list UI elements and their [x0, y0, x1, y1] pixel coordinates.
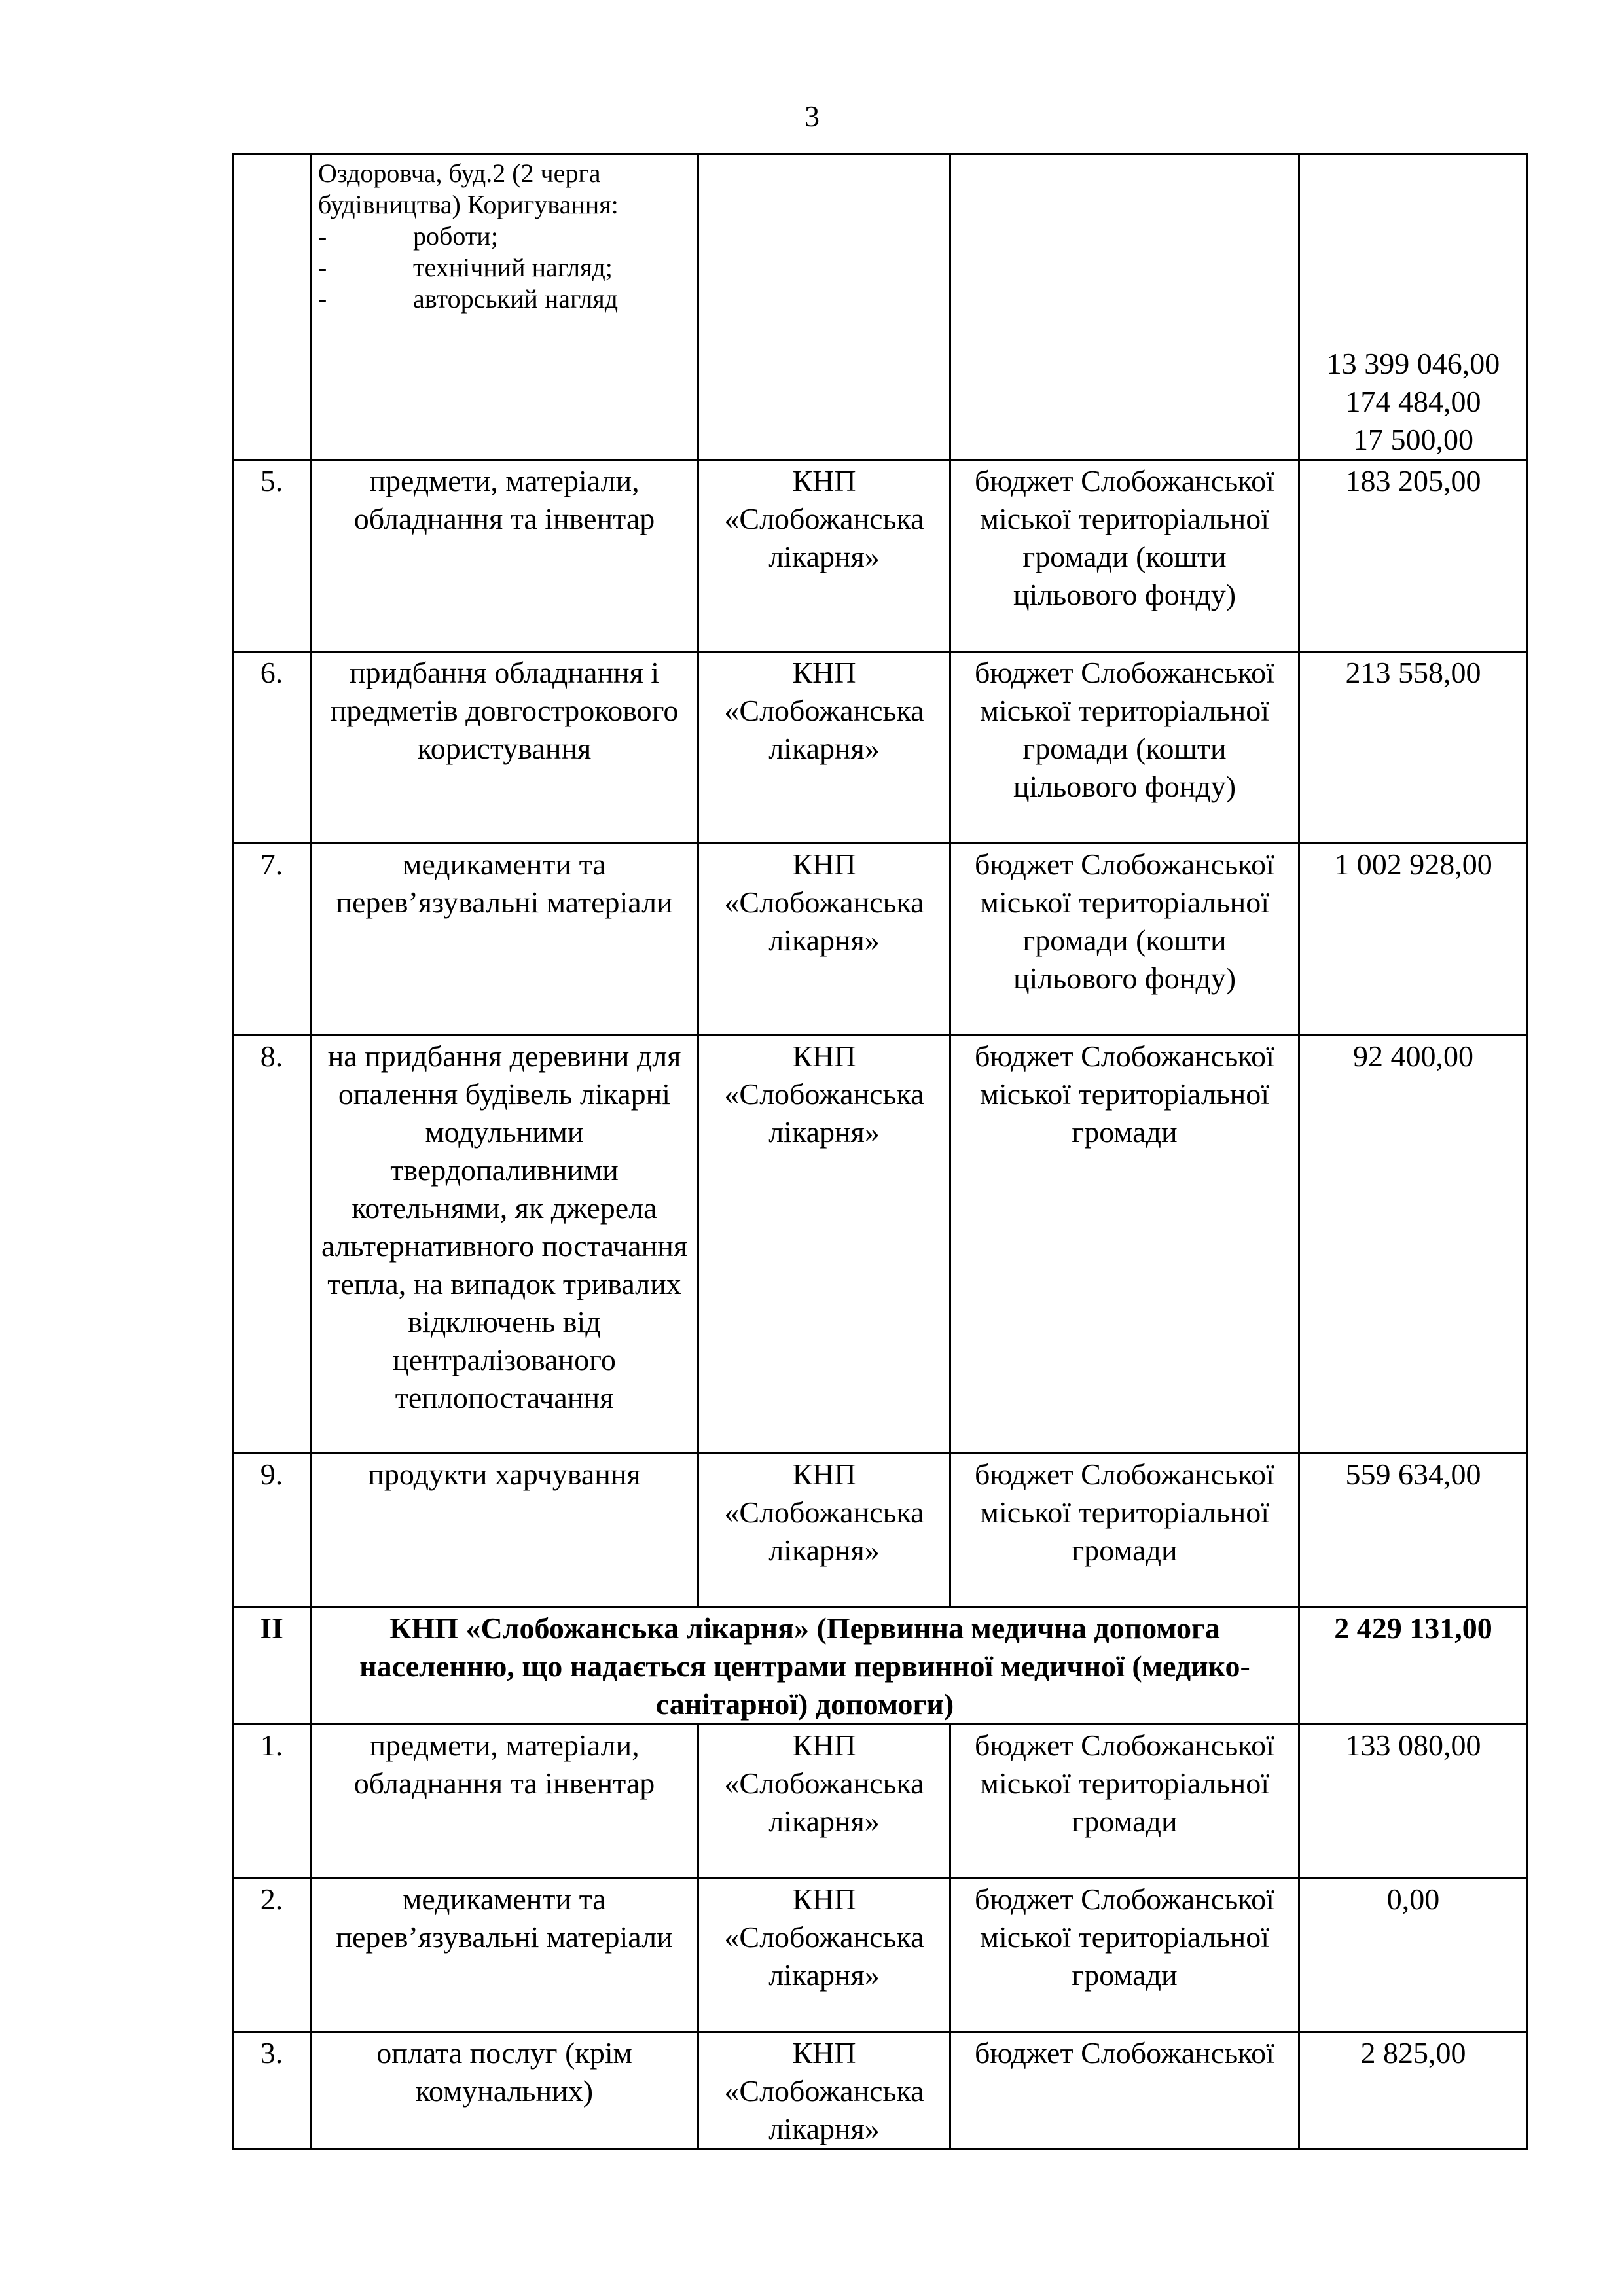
amount: 1 002 928,00 — [1299, 844, 1528, 1035]
sub-item-dash: - — [318, 284, 327, 314]
page-number: 3 — [804, 99, 820, 133]
funding-source: бюджет Слобожанської міської територіальної громади — [950, 1454, 1299, 1607]
table-row — [233, 1878, 1528, 2032]
funding-source: бюджет Слобожанської міської територіальної громади (кошти цільового фонду) — [950, 652, 1299, 844]
item-name: продукти харчування — [311, 1454, 698, 1607]
sub-item-text: авторський нагляд — [413, 284, 619, 314]
executor: КНП «Слобожанська лікарня» — [698, 1878, 950, 2032]
sub-item-text: роботи; — [413, 221, 498, 251]
executor: КНП «Слобожанська лікарня» — [698, 1454, 950, 1607]
sub-item-dash: - — [318, 253, 327, 282]
item-name: на придбання деревини для опалення будівель лікарні модульними твердопаливними котельнями, як джерела альтернативного постачання тепла, на випадок тривалих відключень від централізованого теплопостачання — [311, 1035, 698, 1454]
table-row — [233, 652, 1528, 844]
row-number: 3. — [233, 2032, 311, 2149]
item-name-cell — [311, 154, 698, 460]
item-name: оплата послуг (крім комунальних) — [311, 2032, 698, 2149]
amount-value: 13 399 046,00 — [1326, 347, 1500, 380]
item-name-line: будівництва) Коригування: — [318, 190, 619, 219]
table-row — [233, 844, 1528, 1035]
row-number: 8. — [233, 1035, 311, 1454]
row-number: 1. — [233, 1725, 311, 1878]
amount: 2 825,00 — [1299, 2032, 1528, 2149]
funding-source: бюджет Слобожанської міської територіальної громади (кошти цільового фонду) — [950, 460, 1299, 652]
section-total: 2 429 131,00 — [1299, 1607, 1528, 1725]
table-row-continued — [233, 154, 1528, 460]
sub-item — [318, 283, 691, 315]
executor: КНП «Слобожанська лікарня» — [698, 460, 950, 652]
row-number: 6. — [233, 652, 311, 844]
executor: КНП «Слобожанська лікарня» — [698, 2032, 950, 2149]
funding-source: бюджет Слобожанської міської територіальної громади — [950, 1725, 1299, 1878]
section-number: ІІ — [233, 1607, 311, 1725]
amount: 213 558,00 — [1299, 652, 1528, 844]
amount: 133 080,00 — [1299, 1725, 1528, 1878]
sub-item — [318, 221, 691, 252]
executor: КНП «Слобожанська лікарня» — [698, 652, 950, 844]
sub-item — [318, 252, 691, 283]
section-title: КНП «Слобожанська лікарня» (Первинна медична допомога населенню, що надається центрами первинної медичної (медико-санітарної) допомоги) — [311, 1607, 1299, 1725]
sub-item-text: технічний нагляд; — [413, 253, 613, 282]
budget-table — [232, 153, 1528, 2150]
amount: 559 634,00 — [1299, 1454, 1528, 1607]
amount-value: 174 484,00 — [1345, 385, 1481, 418]
table-row — [233, 1454, 1528, 1607]
item-name-line: Оздоровча, буд.2 (2 черга — [318, 158, 601, 188]
table-row — [233, 1725, 1528, 1878]
row-number: 2. — [233, 1878, 311, 2032]
item-name: придбання обладнання і предметів довгострокового користування — [311, 652, 698, 844]
item-name: медикаменти та перев’язувальні матеріали — [311, 844, 698, 1035]
table-row — [233, 2032, 1528, 2149]
row-number-cell — [233, 154, 311, 460]
item-name: предмети, матеріали, обладнання та інвентар — [311, 1725, 698, 1878]
funding-source: бюджет Слобожанської міської територіальної громади — [950, 1035, 1299, 1454]
item-name: предмети, матеріали, обладнання та інвентар — [311, 460, 698, 652]
amount: 183 205,00 — [1299, 460, 1528, 652]
executor: КНП «Слобожанська лікарня» — [698, 1725, 950, 1878]
amount: 0,00 — [1299, 1878, 1528, 2032]
funding-source: бюджет Слобожанської міської територіальної громади (кошти цільового фонду) — [950, 844, 1299, 1035]
sub-item-dash: - — [318, 221, 327, 251]
executor: КНП «Слобожанська лікарня» — [698, 844, 950, 1035]
funding-source: бюджет Слобожанської міської територіальної громади — [950, 1878, 1299, 2032]
table-row — [233, 460, 1528, 652]
row-number: 5. — [233, 460, 311, 652]
funding-source: бюджет Слобожанської — [950, 2032, 1299, 2149]
amount-value: 17 500,00 — [1353, 423, 1473, 456]
row-number: 7. — [233, 844, 311, 1035]
section-header-row — [233, 1607, 1528, 1725]
amount-cell — [1299, 154, 1528, 460]
amount: 92 400,00 — [1299, 1035, 1528, 1454]
funding-source-cell — [950, 154, 1299, 460]
executor: КНП «Слобожанська лікарня» — [698, 1035, 950, 1454]
table-row — [233, 1035, 1528, 1454]
row-number: 9. — [233, 1454, 311, 1607]
item-name: медикаменти та перев’язувальні матеріали — [311, 1878, 698, 2032]
executor-cell — [698, 154, 950, 460]
